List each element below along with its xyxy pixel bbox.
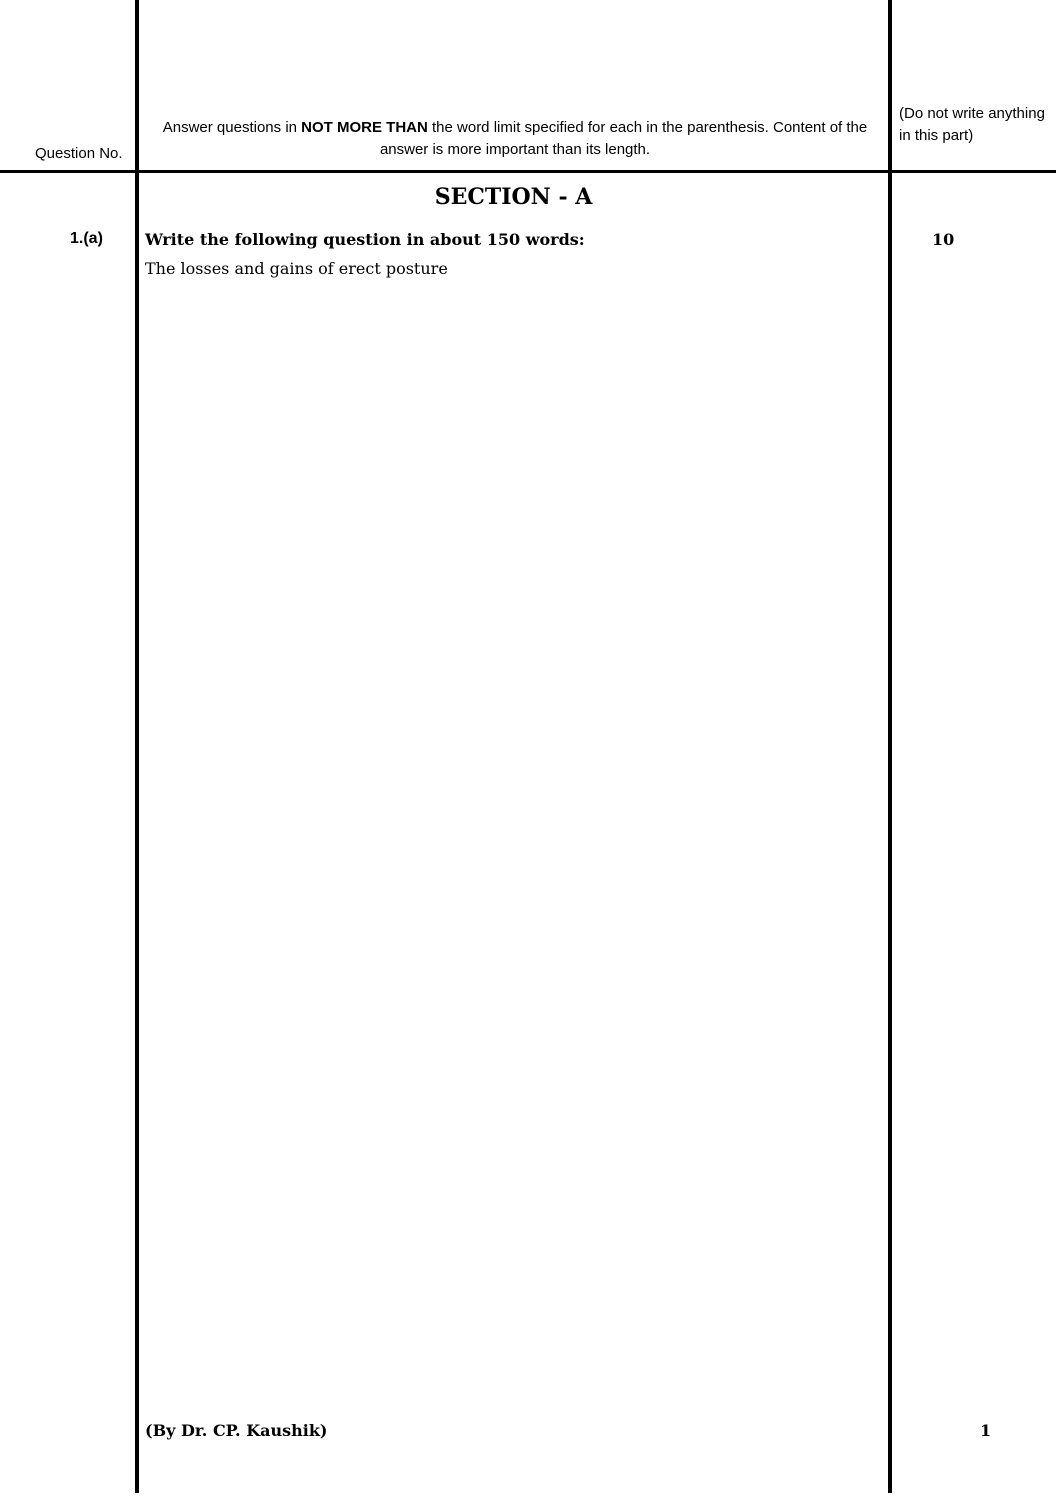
right-column-divider (888, 0, 892, 1493)
header-divider (0, 170, 1056, 173)
question-prompt: Write the following question in about 150 words: (145, 230, 585, 249)
footer-author: (By Dr. CP. Kaushik) (145, 1421, 328, 1440)
question-marks: 10 (932, 230, 955, 249)
instructions-bold: NOT MORE THAN (301, 119, 428, 136)
page-number: 1 (980, 1421, 992, 1440)
question-no-header: Question No. (35, 145, 123, 162)
section-title: SECTION - A (434, 184, 593, 210)
instructions-pre: Answer questions in (162, 119, 302, 136)
question-text: The losses and gains of erect posture (145, 259, 448, 278)
question-number: 1.(a) (70, 230, 103, 247)
left-column-divider (135, 0, 139, 1493)
instructions-post: the word limit specified for each in the parenthesis. Content of the answer is more important than its length. (379, 119, 868, 158)
margin-note: (Do not write anything in this part) (899, 105, 1045, 144)
instructions-header (150, 117, 880, 161)
